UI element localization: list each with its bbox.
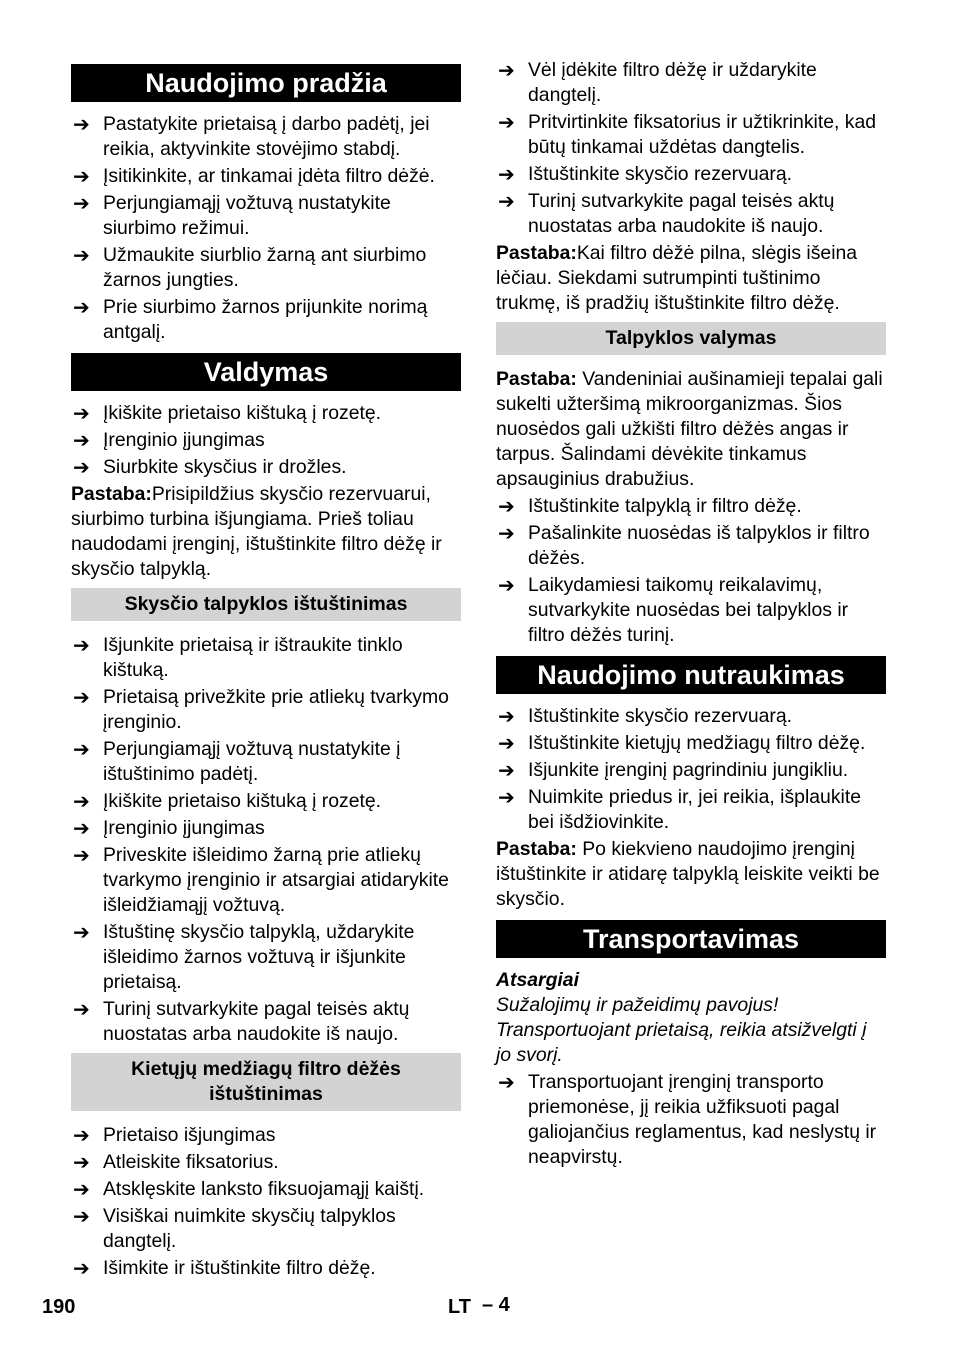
arrow-right-icon: ➔ [73,685,90,709]
arrow-right-icon: ➔ [73,789,90,813]
section-page: – 4 [482,1294,510,1316]
right-column [496,58,886,1172]
list-item [71,401,461,426]
list-item [71,920,461,995]
list-item [496,110,886,160]
step-list [496,58,886,239]
note-label: Pastaba: [71,483,152,505]
list-item [71,816,461,841]
arrow-right-icon: ➔ [73,243,90,267]
heading-naudojimo-pradzia: Naudojimo pradžia [71,64,461,102]
note-text: Po kiekvieno naudojimo įrenginį ištuštinkite ir atidarę talpyklą leiskite veikti be skysčio. [496,838,880,910]
list-item [71,243,461,293]
list-item [496,758,886,783]
list-item-text: Perjungiamąjį vožtuvą nustatykite į ištuštinimo padėtį. [103,738,401,785]
list-item-text: Laikydamiesi taikomų reikalavimų, sutvarkykite nuosėdas bei talpyklos ir filtro dėžės turinį. [528,574,849,646]
arrow-right-icon: ➔ [73,112,90,136]
step-list [71,401,461,480]
arrow-right-icon: ➔ [498,758,515,782]
list-item-text: Perjungiamąjį vožtuvą nustatykite siurbimo režimui. [103,192,391,239]
list-item-text: Vėl įdėkite filtro dėžę ir uždarykite dangtelį. [528,59,817,106]
list-item [71,164,461,189]
arrow-right-icon: ➔ [73,1256,90,1280]
list-item [496,731,886,756]
list-item-text: Ištuštinkite talpyklą ir filtro dėžę. [528,495,802,517]
warning-title: Atsargiai [496,969,579,991]
note-label: Pastaba: [496,838,577,860]
list-item-text: Atleiskite fiksatorius. [103,1151,279,1173]
warning-text: Sužalojimų ir pažeidimų pavojus! Transportuojant prietaisą, reikia atsižvelgti į jo svorį. [496,994,867,1066]
list-item [71,737,461,787]
arrow-right-icon: ➔ [73,1204,90,1228]
arrow-right-icon: ➔ [73,633,90,657]
list-item [496,704,886,729]
list-item-text: Priveskite išleidimo žarną prie atliekų tvarkymo įrenginio ir atsargiai atidarykite išleidžiamąjį vožtuvą. [103,844,449,916]
list-item-text: Įrenginio įjungimas [103,817,265,839]
list-item [496,58,886,108]
list-item-text: Prie siurbimo žarnos prijunkite norimą antgalį. [103,296,428,343]
list-item [71,843,461,918]
arrow-right-icon: ➔ [498,785,515,809]
heading-transportavimas: Transportavimas [496,920,886,958]
list-item-text: Išjunkite įrenginį pagrindiniu jungikliu. [528,759,849,781]
left-column [71,56,461,1283]
list-item [496,573,886,648]
list-item [71,633,461,683]
subheading-filtro-dezes: Kietųjų medžiagų filtro dėžės ištuštinimas [71,1053,461,1111]
arrow-right-icon: ➔ [498,110,515,134]
list-item-text: Ištuštinę skysčio talpyklą, uždarykite išleidimo žarnos vožtuvą ir išjunkite prietaisą. [103,921,415,993]
list-item-text: Prietaiso išjungimas [103,1124,276,1146]
note-text: Kai filtro dėžė pilna, slėgis išeina lėčiau. Siekdami sutrumpinti tuštinimo trukmę, iš pradžių ištuštinkite filtro dėžę. [496,242,858,314]
arrow-right-icon: ➔ [73,191,90,215]
arrow-right-icon: ➔ [73,997,90,1021]
list-item-text: Pritvirtinkite fiksatorius ir užtikrinkite, kad būtų tinkamai uždėtas dangtelis. [528,111,877,158]
arrow-right-icon: ➔ [498,704,515,728]
list-item-text: Visiškai nuimkite skysčių talpyklos dangtelį. [103,1205,396,1252]
list-item [71,112,461,162]
note-text: Vandeniniai aušinamieji tepalai gali sukelti užteršimą mikroorganizmas. Šios nuosėdos gali užkišti filtro dėžės angas ir tarpus. Šalindami dėvėkite tinkamus apsauginius drabužius. [496,368,883,490]
list-item-text: Įkiškite prietaiso kištuką į rozetę. [103,790,382,812]
arrow-right-icon: ➔ [498,1070,515,1094]
list-item-text: Įrenginio įjungimas [103,429,265,451]
note-label: Pastaba: [496,368,577,390]
arrow-right-icon: ➔ [73,164,90,188]
list-item-text: Turinį sutvarkykite pagal teisės aktų nuostatas arba naudokite iš naujo. [528,190,835,237]
step-list [71,112,461,345]
list-item-text: Nuimkite priedus ir, jei reikia, išplaukite bei išdžiovinkite. [528,786,862,833]
list-item [496,189,886,239]
list-item-text: Transportuojant įrenginį transporto priemonėse, jį reikia užfiksuoti pagal galiojančius reglamentus, kad neslystų ir neapvirstų. [528,1071,877,1168]
subheading-skyscio-talpyklos: Skysčio talpyklos ištuštinimas [71,588,461,621]
page-number: 190 [42,1296,76,1318]
list-item-text: Ištuštinkite skysčio rezervuarą. [528,163,793,185]
arrow-right-icon: ➔ [73,1123,90,1147]
list-item [71,685,461,735]
list-item-text: Ištuštinkite kietųjų medžiagų filtro dėžę. [528,732,866,754]
step-list [71,1123,461,1281]
list-item [496,1070,886,1170]
note [496,837,886,912]
list-item [71,428,461,453]
list-item-text: Atsklęskite lanksto fiksuojamąjį kaištį. [103,1178,425,1200]
list-item [496,494,886,519]
list-item [71,455,461,480]
list-item-text: Prietaisą privežkite prie atliekų tvarkymo įrenginio. [103,686,449,733]
arrow-right-icon: ➔ [73,401,90,425]
step-list [496,1070,886,1170]
step-list [496,704,886,835]
list-item [71,1150,461,1175]
list-item-text: Ištuštinkite skysčio rezervuarą. [528,705,793,727]
list-item [71,789,461,814]
list-item-text: Išjunkite prietaisą ir ištraukite tinklo kištuką. [103,634,403,681]
arrow-right-icon: ➔ [73,1177,90,1201]
list-item [71,1177,461,1202]
heading-valdymas: Valdymas [71,353,461,391]
arrow-right-icon: ➔ [73,843,90,867]
arrow-right-icon: ➔ [498,58,515,82]
list-item [71,1256,461,1281]
step-list [496,494,886,648]
list-item-text: Įkiškite prietaiso kištuką į rozetę. [103,402,382,424]
arrow-right-icon: ➔ [73,455,90,479]
note [496,241,886,316]
arrow-right-icon: ➔ [73,920,90,944]
arrow-right-icon: ➔ [73,816,90,840]
arrow-right-icon: ➔ [73,1150,90,1174]
note-label: Pastaba: [496,242,577,264]
arrow-right-icon: ➔ [73,428,90,452]
subheading-talpyklos-valymas: Talpyklos valymas [496,322,886,355]
list-item [496,162,886,187]
step-list [71,633,461,1047]
list-item [71,1123,461,1148]
heading-naudojimo-nutraukimas: Naudojimo nutraukimas [496,656,886,694]
list-item-text: Pastatykite prietaisą į darbo padėtį, jei reikia, aktyvinkite stovėjimo stabdį. [103,113,430,160]
note-text: Prisipildžius skysčio rezervuarui, siurbimo turbina išjungiama. Prieš toliau naudodami įrenginį, ištuštinkite filtro dėžę ir skysčio talpyklą. [71,483,442,580]
language-code: LT [448,1296,471,1318]
list-item-text: Siurbkite skysčius ir drožles. [103,456,347,478]
list-item [496,521,886,571]
arrow-right-icon: ➔ [73,737,90,761]
arrow-right-icon: ➔ [498,189,515,213]
list-item [71,191,461,241]
list-item-text: Pašalinkite nuosėdas iš talpyklos ir filtro dėžės. [528,522,870,569]
note [496,367,886,492]
list-item [496,785,886,835]
arrow-right-icon: ➔ [73,295,90,319]
arrow-right-icon: ➔ [498,162,515,186]
list-item [71,1204,461,1254]
list-item-text: Įsitikinkite, ar tinkamai įdėta filtro dėžė. [103,165,435,187]
list-item-text: Turinį sutvarkykite pagal teisės aktų nuostatas arba naudokite iš naujo. [103,998,410,1045]
arrow-right-icon: ➔ [498,731,515,755]
arrow-right-icon: ➔ [498,521,515,545]
list-item [71,295,461,345]
note [71,482,461,582]
arrow-right-icon: ➔ [498,573,515,597]
list-item [71,997,461,1047]
arrow-right-icon: ➔ [498,494,515,518]
list-item-text: Užmaukite siurblio žarną ant siurbimo žarnos jungties. [103,244,427,291]
list-item-text: Išimkite ir ištuštinkite filtro dėžę. [103,1257,376,1279]
